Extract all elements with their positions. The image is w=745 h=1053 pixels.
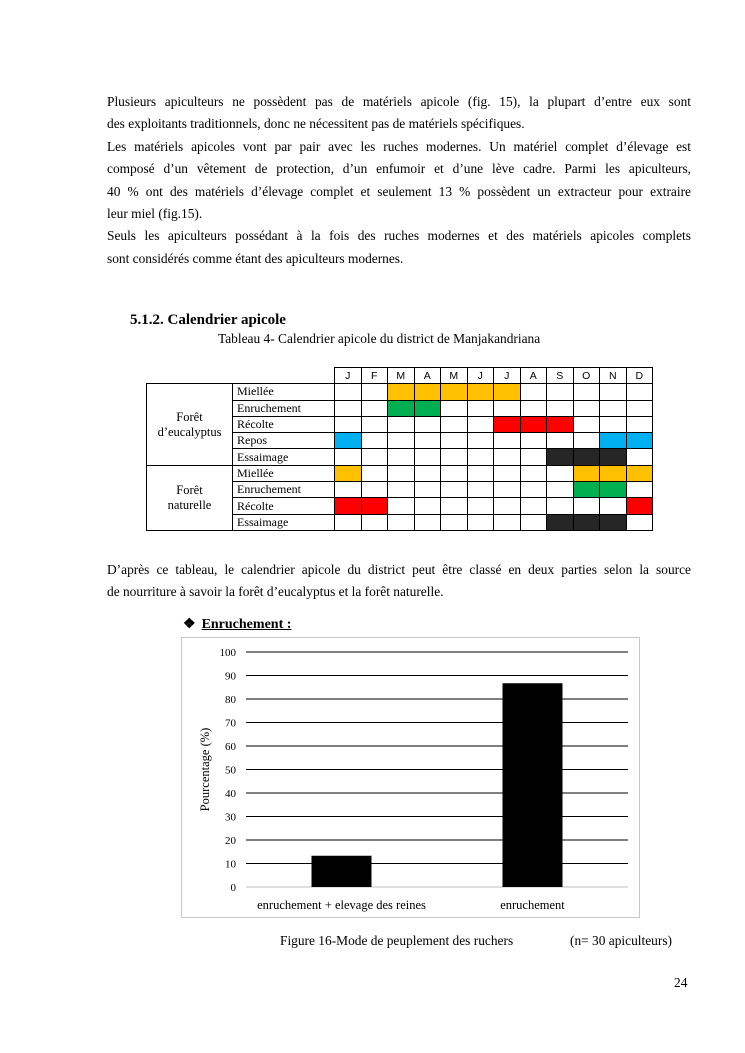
empty-month-cell	[414, 498, 441, 514]
month-header: D	[626, 368, 653, 384]
empty-month-cell	[335, 400, 362, 416]
blank-cell	[147, 368, 233, 384]
empty-month-cell	[467, 433, 494, 449]
active-month-cell	[573, 514, 600, 530]
empty-month-cell	[414, 514, 441, 530]
empty-month-cell	[626, 416, 653, 432]
empty-month-cell	[520, 449, 547, 465]
empty-month-cell	[388, 465, 415, 481]
active-month-cell	[388, 400, 415, 416]
empty-month-cell	[494, 482, 521, 498]
empty-month-cell	[600, 384, 627, 400]
empty-month-cell	[414, 416, 441, 432]
enruchement-heading	[183, 616, 291, 633]
empty-month-cell	[361, 400, 388, 416]
empty-month-cell	[388, 433, 415, 449]
y-tick-label: 20	[225, 835, 236, 847]
x-category-label: enruchement	[500, 898, 565, 912]
text-line: D’après ce tableau, le calendrier apicole du district peut être classé en deux parties selon la source	[107, 562, 691, 577]
diamond-bullet-icon: ❖	[183, 617, 196, 632]
section-heading: 5.1.2. Calendrier apicole	[130, 312, 286, 328]
empty-month-cell	[600, 400, 627, 416]
forest-group-label	[147, 465, 233, 530]
empty-month-cell	[388, 514, 415, 530]
empty-month-cell	[494, 433, 521, 449]
active-month-cell	[414, 400, 441, 416]
empty-month-cell	[335, 449, 362, 465]
active-month-cell	[600, 465, 627, 481]
active-month-cell	[414, 384, 441, 400]
text-line: Les matériels apicoles vont par pair avec les ruches modernes. Un matériel complet d’élevage est	[107, 138, 691, 154]
active-month-cell	[547, 449, 574, 465]
empty-month-cell	[467, 416, 494, 432]
bar	[503, 683, 563, 887]
active-month-cell	[626, 498, 653, 514]
empty-month-cell	[600, 498, 627, 514]
calendar-header-row	[147, 368, 653, 384]
empty-month-cell	[626, 449, 653, 465]
empty-month-cell	[626, 482, 653, 498]
empty-month-cell	[361, 465, 388, 481]
empty-month-cell	[361, 482, 388, 498]
empty-month-cell	[361, 384, 388, 400]
empty-month-cell	[467, 449, 494, 465]
forest-name-line: naturelle	[167, 497, 212, 512]
empty-month-cell	[494, 449, 521, 465]
page-number: 24	[674, 975, 688, 990]
y-tick-label: 100	[219, 647, 236, 659]
active-month-cell	[573, 482, 600, 498]
active-month-cell	[626, 433, 653, 449]
empty-month-cell	[441, 514, 468, 530]
y-tick-label: 30	[225, 811, 236, 824]
blank-cell	[233, 368, 335, 384]
active-month-cell	[600, 433, 627, 449]
empty-month-cell	[626, 514, 653, 530]
active-month-cell	[335, 433, 362, 449]
empty-month-cell	[520, 465, 547, 481]
empty-month-cell	[573, 400, 600, 416]
empty-month-cell	[441, 449, 468, 465]
calendar-row	[147, 465, 653, 481]
bullet-text: Enruchement :	[201, 617, 292, 632]
empty-month-cell	[361, 514, 388, 530]
month-header: F	[361, 368, 388, 384]
empty-month-cell	[547, 400, 574, 416]
empty-month-cell	[573, 384, 600, 400]
forest-name-line: Forêt	[176, 482, 203, 497]
activity-label: Repos	[233, 433, 335, 449]
empty-month-cell	[467, 498, 494, 514]
empty-month-cell	[441, 498, 468, 514]
y-tick-label: 40	[225, 788, 236, 800]
activity-label: Enruchement	[233, 482, 335, 498]
month-header: M	[388, 368, 415, 384]
empty-month-cell	[520, 514, 547, 530]
empty-month-cell	[520, 384, 547, 400]
empty-month-cell	[441, 465, 468, 481]
active-month-cell	[441, 384, 468, 400]
activity-label: Miellée	[233, 465, 335, 481]
y-tick-label: 80	[225, 694, 236, 706]
active-month-cell	[467, 384, 494, 400]
empty-month-cell	[573, 416, 600, 432]
empty-month-cell	[335, 514, 362, 530]
y-tick-label: 60	[225, 741, 236, 753]
activity-label: Récolte	[233, 498, 335, 514]
paragraph-calendrier	[107, 559, 691, 604]
month-header: N	[600, 368, 627, 384]
text-line: Plusieurs apiculteurs ne possèdent pas de matériels apicole (fig. 15), la plupart d’entre eux sont	[107, 94, 691, 109]
empty-month-cell	[441, 416, 468, 432]
empty-month-cell	[414, 465, 441, 481]
empty-month-cell	[467, 465, 494, 481]
empty-month-cell	[414, 449, 441, 465]
text-line: Seuls les apiculteurs possédant à la fois des ruches modernes et des matériels apicoles complets	[107, 228, 691, 244]
text-line: des exploitants traditionnels, donc ne nécessitent pas de matériels spécifiques.	[107, 116, 525, 132]
empty-month-cell	[441, 400, 468, 416]
calendar-table	[146, 367, 653, 531]
empty-month-cell	[626, 384, 653, 400]
empty-month-cell	[388, 482, 415, 498]
bar	[312, 856, 372, 887]
activity-label: Récolte	[233, 416, 335, 432]
empty-month-cell	[494, 465, 521, 481]
figure-note: (n= 30 apiculteurs)	[570, 933, 672, 948]
empty-month-cell	[494, 498, 521, 514]
activity-label: Essaimage	[233, 449, 335, 465]
empty-month-cell	[361, 449, 388, 465]
empty-month-cell	[547, 433, 574, 449]
empty-month-cell	[414, 433, 441, 449]
active-month-cell	[600, 482, 627, 498]
month-header: J	[467, 368, 494, 384]
empty-month-cell	[388, 498, 415, 514]
active-month-cell	[494, 416, 521, 432]
month-header: J	[494, 368, 521, 384]
empty-month-cell	[441, 482, 468, 498]
active-month-cell	[626, 465, 653, 481]
y-tick-label: 70	[225, 717, 236, 730]
active-month-cell	[573, 465, 600, 481]
empty-month-cell	[414, 482, 441, 498]
active-month-cell	[547, 416, 574, 432]
y-tick-label: 10	[225, 858, 236, 871]
y-tick-label: 90	[225, 670, 236, 683]
empty-month-cell	[547, 384, 574, 400]
y-tick-label: 50	[225, 764, 236, 777]
forest-name-line: Forêt	[176, 409, 203, 424]
empty-month-cell	[388, 416, 415, 432]
empty-month-cell	[573, 433, 600, 449]
forest-group-label	[147, 384, 233, 465]
active-month-cell	[520, 416, 547, 432]
empty-month-cell	[547, 498, 574, 514]
active-month-cell	[361, 498, 388, 514]
active-month-cell	[388, 384, 415, 400]
text-line: de nourriture à savoir la forêt d’eucalyptus et la forêt naturelle.	[107, 584, 444, 600]
empty-month-cell	[335, 482, 362, 498]
active-month-cell	[335, 498, 362, 514]
table-caption: Tableau 4- Calendrier apicole du district de Manjakandriana	[218, 331, 541, 346]
activity-label: Miellée	[233, 384, 335, 400]
active-month-cell	[600, 449, 627, 465]
active-month-cell	[547, 514, 574, 530]
chart-svg	[182, 638, 641, 919]
x-category-label: enruchement + elevage des reines	[257, 898, 426, 912]
active-month-cell	[600, 514, 627, 530]
empty-month-cell	[520, 498, 547, 514]
empty-month-cell	[600, 416, 627, 432]
forest-name-line: d’eucalyptus	[157, 424, 222, 439]
empty-month-cell	[547, 482, 574, 498]
empty-month-cell	[573, 498, 600, 514]
empty-month-cell	[388, 449, 415, 465]
figure-caption: Figure 16-Mode de peuplement des ruchers	[280, 933, 514, 948]
empty-month-cell	[361, 433, 388, 449]
month-header: M	[441, 368, 468, 384]
empty-month-cell	[547, 465, 574, 481]
active-month-cell	[494, 384, 521, 400]
text-line: composé d’un vêtement de protection, d’un enfumoir et d’une lève cadre. Parmi les apiculteurs,	[107, 161, 691, 177]
empty-month-cell	[467, 514, 494, 530]
activity-label: Enruchement	[233, 400, 335, 416]
empty-month-cell	[520, 433, 547, 449]
activity-label: Essaimage	[233, 514, 335, 530]
empty-month-cell	[467, 400, 494, 416]
empty-month-cell	[467, 482, 494, 498]
calendar-row	[147, 384, 653, 400]
y-axis-label: Pourcentage (%)	[198, 727, 212, 812]
empty-month-cell	[520, 482, 547, 498]
month-header: J	[335, 368, 362, 384]
active-month-cell	[573, 449, 600, 465]
text-line: sont considérés comme étant des apiculteurs modernes.	[107, 250, 404, 266]
paragraph-materiels	[107, 91, 691, 270]
empty-month-cell	[361, 416, 388, 432]
month-header: S	[547, 368, 574, 384]
text-line: leur miel (fig.15).	[107, 206, 203, 222]
month-header: O	[573, 368, 600, 384]
empty-month-cell	[494, 400, 521, 416]
empty-month-cell	[335, 384, 362, 400]
empty-month-cell	[441, 433, 468, 449]
month-header: A	[520, 368, 547, 384]
empty-month-cell	[494, 514, 521, 530]
text-line: 40 % ont des matériels d’élevage complet et seulement 13 % possèdent un extracteur pour extraire	[107, 183, 691, 199]
month-header: A	[414, 368, 441, 384]
active-month-cell	[335, 465, 362, 481]
empty-month-cell	[520, 400, 547, 416]
empty-month-cell	[335, 416, 362, 432]
y-tick-label: 0	[230, 882, 236, 894]
empty-month-cell	[626, 400, 653, 416]
bar-chart	[181, 637, 640, 918]
